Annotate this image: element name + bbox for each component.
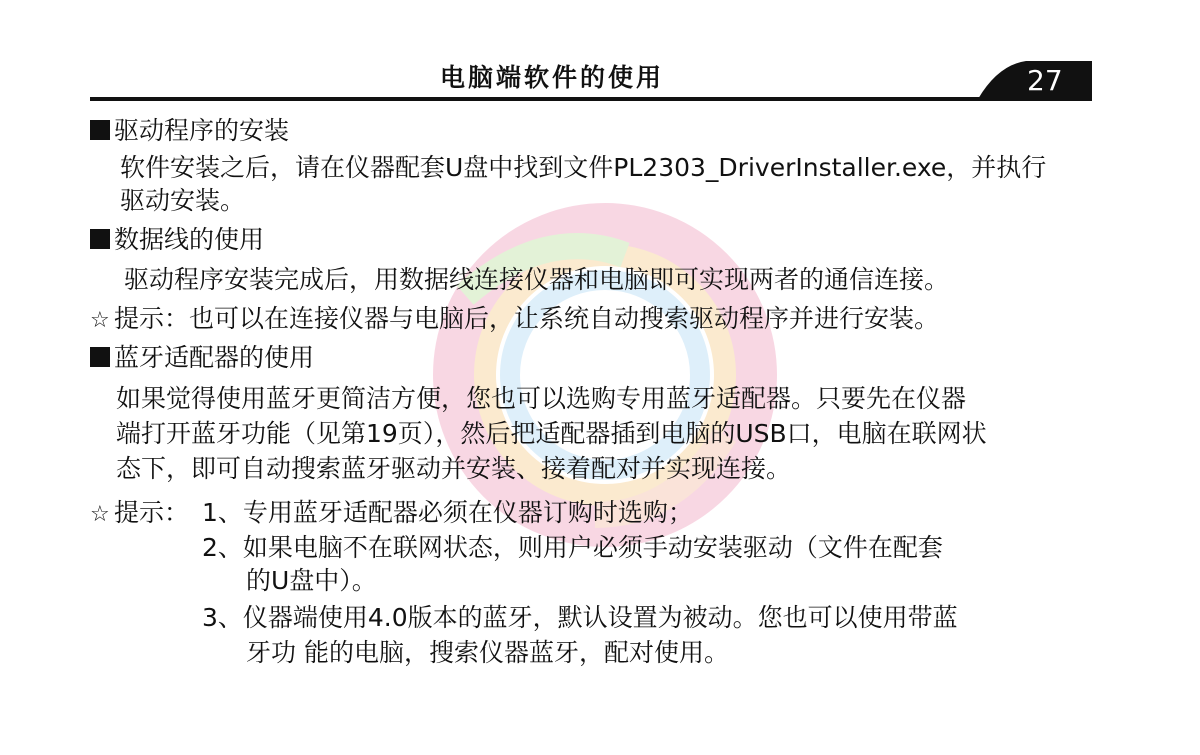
- bluetooth-tip-2a: 2、如果电脑不在联网状态，则用户必须手动安装驱动（文件在配套: [202, 533, 943, 562]
- section-heading-cable: 数据线的使用: [90, 225, 264, 255]
- black-square-icon: [90, 120, 110, 140]
- bluetooth-text-line1: 如果觉得使用蓝牙更简洁方便，您也可以选购专用蓝牙适配器。只要先在仪器: [116, 384, 967, 413]
- bluetooth-tip-2b: 的U盘中）。: [246, 566, 377, 595]
- bluetooth-tip-label: ☆ 提示：: [90, 498, 189, 530]
- black-square-icon: [90, 229, 110, 249]
- driver-text-line1: 软件安装之后，请在仪器配套U盘中找到文件PL2303_DriverInstaller.exe，并执行: [120, 153, 1047, 182]
- cable-text-line1: 驱动程序安装完成后，用数据线连接仪器和电脑即可实现两者的通信连接。: [124, 265, 950, 294]
- white-star-icon: ☆: [90, 502, 110, 527]
- bluetooth-tip-1: 1、专用蓝牙适配器必须在仪器订购时选购；: [202, 498, 693, 527]
- section-heading-driver: 驱动程序的安装: [90, 116, 289, 146]
- header-title: 电脑端软件的使用: [440, 63, 665, 92]
- bluetooth-tip-3a: 3、仪器端使用4.0版本的蓝牙，默认设置为被动。您也可以使用带蓝: [202, 603, 958, 632]
- black-square-icon: [90, 347, 110, 367]
- section-heading-bluetooth: 蓝牙适配器的使用: [90, 343, 314, 373]
- cable-tip: ☆ 提示：也可以在连接仪器与电脑后，让系统自动搜索驱动程序并进行安装。: [90, 304, 939, 336]
- driver-text-line2: 驱动安装。: [120, 186, 246, 215]
- page-number: 27: [1027, 64, 1063, 97]
- bluetooth-text-line2: 端打开蓝牙功能（见第19页），然后把适配器插到电脑的USB口，电脑在联网状: [116, 419, 987, 448]
- header-rule: [90, 97, 1092, 101]
- white-star-icon: ☆: [90, 308, 110, 333]
- bluetooth-tip-3b: 牙功 能的电脑，搜索仪器蓝牙，配对使用。: [246, 638, 729, 667]
- bluetooth-text-line3: 态下，即可自动搜索蓝牙驱动并安装、接着配对并实现连接。: [116, 454, 792, 483]
